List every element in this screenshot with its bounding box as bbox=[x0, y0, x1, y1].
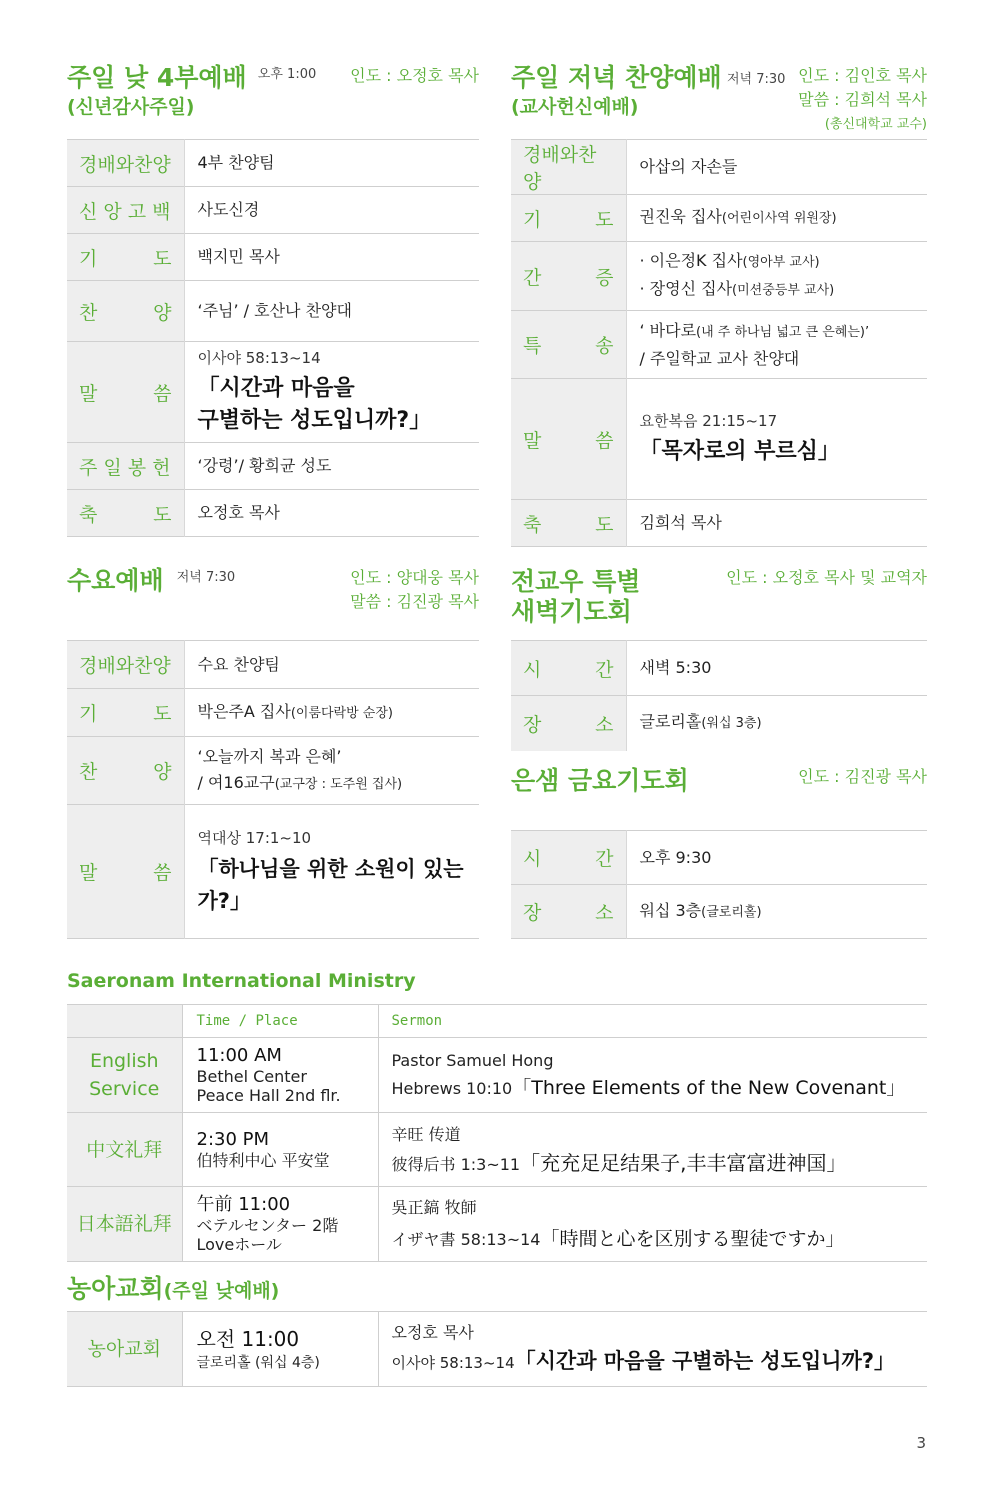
row-label: 장 소 bbox=[511, 696, 626, 751]
table-row bbox=[67, 1038, 927, 1113]
table-row bbox=[511, 885, 927, 939]
dawn-leader: 인도 : 오정호 목사 및 교역자 bbox=[726, 568, 927, 587]
dawn-title-line2: 새벽기도회 bbox=[511, 597, 632, 626]
time-place-cell: 오전 11:00 글로리홀 (워십 4층) bbox=[182, 1312, 378, 1387]
time-place-cell: 2:30 PM 伯特利中心 平安堂 bbox=[182, 1113, 378, 1187]
service-label: 日本語礼拜 bbox=[67, 1187, 182, 1262]
row-label: 간 증 bbox=[511, 242, 626, 311]
scripture-ref: 역대상 17:1~10 bbox=[197, 828, 312, 847]
wednesday-time: 저녁 7:30 bbox=[176, 570, 236, 585]
row-label: 경배와찬양 bbox=[511, 140, 626, 195]
table-row bbox=[511, 831, 927, 885]
row-label: 찬 양 bbox=[67, 737, 184, 805]
row-label: 기 도 bbox=[67, 689, 184, 737]
row-label: 찬 양 bbox=[67, 281, 184, 342]
sundayEve-title: 주일 저녁 찬양예배 bbox=[511, 63, 722, 92]
table-row bbox=[67, 737, 479, 805]
row-value: ‘강령’/ 황희균 성도 bbox=[197, 456, 332, 475]
scripture-ref: 이사야 58:13~14 bbox=[197, 349, 321, 367]
sunday4-title: 주일 낮 4부예배 bbox=[67, 63, 247, 92]
row-label: 시 간 bbox=[511, 641, 626, 696]
sunday4-time: 오후 1:00 bbox=[257, 67, 317, 82]
row-label: 특 송 bbox=[511, 311, 626, 379]
row-value: 수요 찬양팀 bbox=[197, 654, 280, 674]
row-label: 신 앙 고 백 bbox=[67, 187, 184, 234]
time-place-cell: 午前 11:00 ベテルセンター 2階 Loveホール bbox=[182, 1187, 378, 1262]
wednesday-preacher: 말씀 : 김진광 목사 bbox=[350, 592, 479, 611]
header-sermon: Sermon bbox=[378, 1005, 927, 1038]
row-value: · 이은정K 집사(영아부 교사) · 장영신 집사(미션중등부 교사) bbox=[639, 251, 835, 298]
deaf-title-paren: (주일 낮예배) bbox=[163, 1280, 280, 1302]
friday-title: 은샘 금요기도회 bbox=[511, 766, 689, 795]
table-row bbox=[67, 805, 479, 939]
sermon-title: 구별하는 성도입니까?」 bbox=[197, 408, 432, 433]
table-row bbox=[67, 689, 479, 737]
table-row bbox=[511, 641, 927, 696]
sundayEve-preacher: 말씀 : 김희석 목사 bbox=[798, 90, 927, 109]
deaf-title: 농아교회 bbox=[67, 1274, 164, 1303]
sermon-cell: 오정호 목사 이사야 58:13~14「시간과 마음을 구별하는 성도입니까?」 bbox=[378, 1312, 927, 1387]
row-value: 오후 9:30 bbox=[639, 847, 712, 867]
sermon-cell bbox=[184, 342, 479, 443]
row-label: 말 씀 bbox=[67, 342, 184, 443]
sermon-cell bbox=[184, 805, 479, 939]
service-label: English Service bbox=[67, 1038, 182, 1113]
sunday4-table bbox=[67, 139, 479, 537]
row-label: 장 소 bbox=[511, 885, 626, 939]
dawn-table bbox=[511, 640, 927, 751]
sunday4-subtitle: (신년감사주일) bbox=[67, 96, 195, 118]
sermon-title: 「시간과 마음을 bbox=[197, 376, 355, 401]
friday-table bbox=[511, 830, 927, 939]
table-row bbox=[511, 500, 927, 547]
table-row bbox=[511, 242, 927, 311]
wednesday-table bbox=[67, 640, 479, 939]
table-row bbox=[67, 187, 479, 234]
row-label: 주 일 봉 헌 bbox=[67, 443, 184, 490]
row-value: 4부 찬양팀 bbox=[197, 153, 275, 172]
table-row bbox=[511, 379, 927, 500]
table-row bbox=[511, 195, 927, 242]
row-value: 새벽 5:30 bbox=[639, 658, 712, 677]
header-time-place: Time / Place bbox=[182, 1005, 378, 1038]
sermon-cell: 吳正鎬 牧師 イザヤ書 58:13~14「時間と心を区別する聖徒ですか」 bbox=[378, 1187, 927, 1262]
time-place-cell: 11:00 AM Bethel Center Peace Hall 2nd flr. bbox=[182, 1038, 378, 1113]
table-row bbox=[511, 696, 927, 751]
sundayEve-table bbox=[511, 139, 927, 547]
row-label: 시 간 bbox=[511, 831, 626, 885]
row-value: ‘ 바다로(내 주 하나님 넓고 큰 은혜는)’ / 주일학교 교사 찬양대 bbox=[639, 320, 870, 368]
sermon-title: 「목자로의 부르심」 bbox=[639, 439, 840, 464]
table-row bbox=[67, 1113, 927, 1187]
row-value: 김희석 목사 bbox=[639, 513, 722, 532]
row-value: ‘오늘까지 복과 은혜’ / 여16교구(교구장 : 도주원 집사) bbox=[197, 746, 403, 792]
sunday4-leader: 인도 : 오정호 목사 bbox=[350, 66, 479, 85]
row-label: 축 도 bbox=[511, 500, 626, 547]
sundayEve-time: 저녁 7:30 bbox=[727, 72, 786, 87]
row-label: 경배와찬양 bbox=[67, 140, 184, 187]
row-value: 아삽의 자손들 bbox=[639, 157, 738, 176]
row-value: 오정호 목사 bbox=[197, 503, 280, 522]
row-value: 백지민 목사 bbox=[197, 247, 280, 266]
sermon-cell: 辛旺 传道 彼得后书 1:3~11「充充足足结果子,丰丰富富进神国」 bbox=[378, 1113, 927, 1187]
deaf-heading bbox=[67, 1273, 279, 1305]
table-row bbox=[67, 140, 479, 187]
service-label: 中文礼拜 bbox=[67, 1113, 182, 1187]
sundayEve-preacher-note: (총신대학교 교수) bbox=[824, 117, 927, 132]
sermon-cell bbox=[626, 379, 927, 500]
row-label: 경배와찬양 bbox=[67, 641, 184, 689]
table-row bbox=[511, 140, 927, 195]
service-label: 농아교회 bbox=[67, 1312, 182, 1387]
row-label: 기 도 bbox=[511, 195, 626, 242]
wednesday-leader: 인도 : 양대웅 목사 bbox=[350, 568, 479, 587]
table-row bbox=[67, 281, 479, 342]
row-value: 박은주A 집사(이룸다락방 순장) bbox=[197, 701, 393, 721]
sermon-cell: Pastor Samuel Hong Hebrews 10:10「Three Elements of the New Covenant」 bbox=[378, 1038, 927, 1113]
table-row bbox=[67, 1187, 927, 1262]
row-value: 워십 3층(글로리홀) bbox=[639, 900, 762, 920]
sundayEve-leader: 인도 : 김인호 목사 bbox=[798, 66, 927, 85]
table-row bbox=[67, 641, 479, 689]
table-row bbox=[67, 234, 479, 281]
row-label: 말 씀 bbox=[511, 379, 626, 500]
friday-leader: 인도 : 김진광 목사 bbox=[798, 767, 927, 786]
page-number: 3 bbox=[916, 1434, 926, 1452]
dawn-title: 전교우 특별 bbox=[511, 567, 641, 596]
row-value: ‘주님’ / 호산나 찬양대 bbox=[197, 301, 352, 320]
table-row bbox=[67, 443, 479, 490]
row-label: 기 도 bbox=[67, 234, 184, 281]
table-header-row bbox=[67, 1005, 927, 1038]
deaf-table bbox=[67, 1311, 927, 1387]
wednesday-title: 수요예배 bbox=[67, 566, 164, 595]
row-value: 권진욱 집사(어린이사역 위원장) bbox=[639, 207, 837, 226]
sunday4-heading bbox=[67, 62, 316, 94]
intl-table bbox=[67, 1004, 927, 1262]
sundayEve-subtitle: (교사헌신예배) bbox=[511, 96, 639, 118]
row-value: 사도신경 bbox=[197, 200, 260, 219]
table-row bbox=[511, 311, 927, 379]
row-label: 말 씀 bbox=[67, 805, 184, 939]
row-value: 글로리홀(워십 3층) bbox=[639, 712, 762, 732]
table-row bbox=[67, 342, 479, 443]
scripture-ref: 요한복음 21:15~17 bbox=[639, 412, 778, 430]
wednesday-heading bbox=[67, 565, 235, 597]
table-row bbox=[67, 490, 479, 537]
intl-title: Saeronam International Ministry bbox=[67, 970, 416, 992]
row-label: 축 도 bbox=[67, 490, 184, 537]
table-row bbox=[67, 1312, 927, 1387]
sermon-title: 「하나님을 위한 소원이 있는가?」 bbox=[197, 856, 464, 913]
